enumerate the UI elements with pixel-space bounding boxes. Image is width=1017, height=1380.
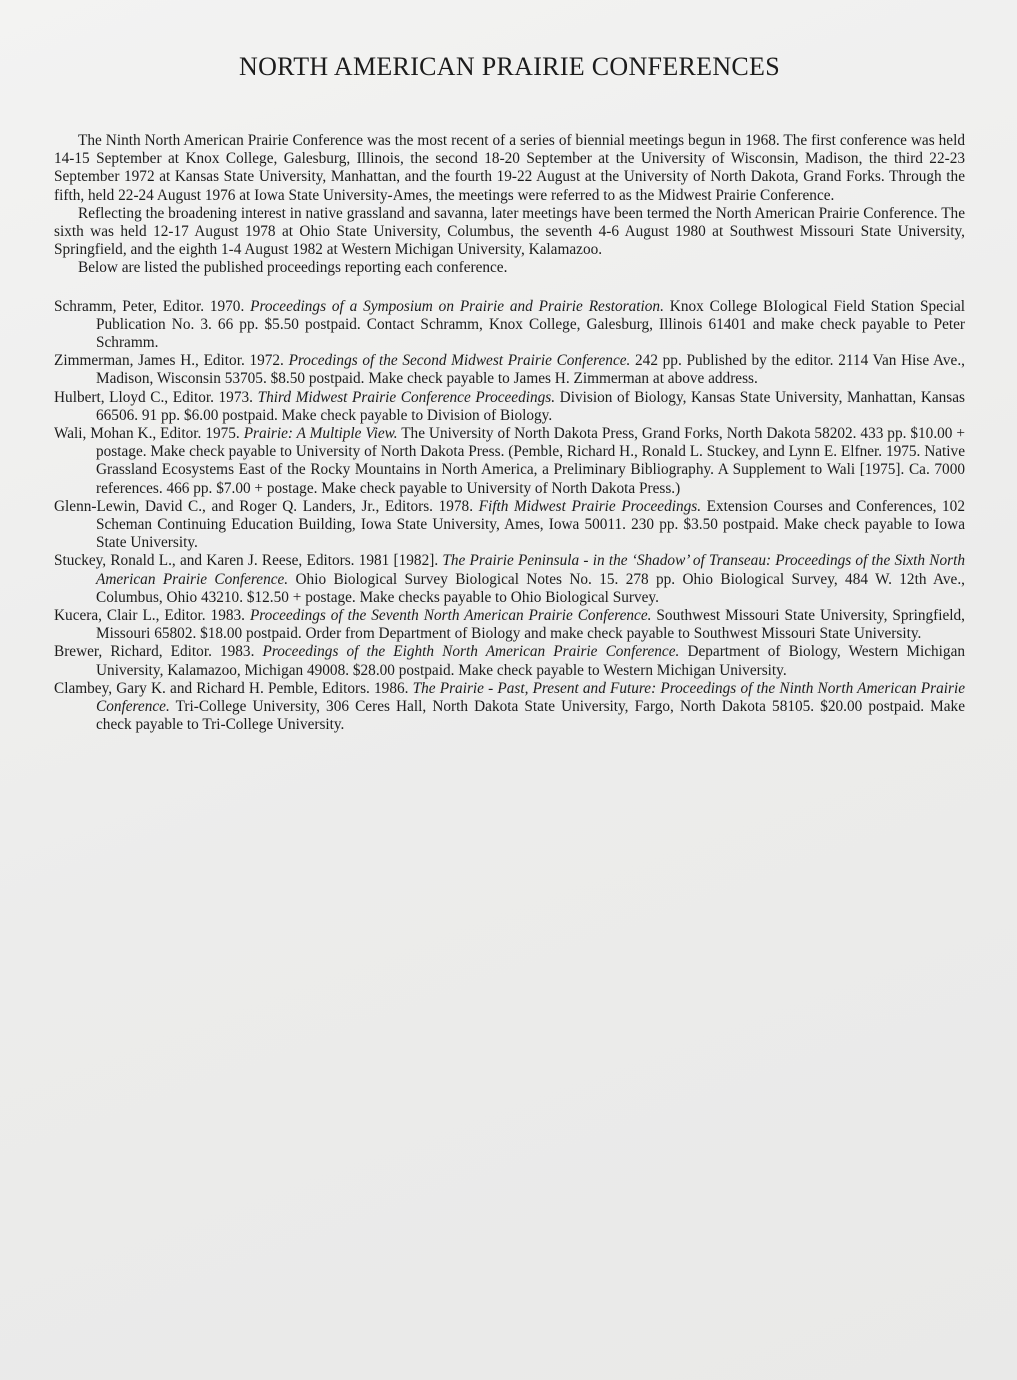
reference-details: Extension Courses and Conferences, 102 Scheman Continuing Education Building, Iowa State University, Ames, Iowa 50011. 230 pp. $3.50 postpaid. Make check payable to Iowa State University.	[96, 497, 965, 552]
reference-authors: Brewer, Richard, Editor. 1983.	[54, 643, 263, 661]
reference-authors: Glenn-Lewin, David C., and Roger Q. Landers, Jr., Editors. 1978.	[54, 497, 479, 515]
reference-authors: Kucera, Clair L., Editor. 1983.	[54, 607, 250, 625]
reference-details: The University of North Dakota Press, Grand Forks, North Dakota 58202. 433 pp. $10.00 + postage. Make check payable to University of North Dakota Press. (Pemble, Richard H., Ronald L. Stuckey, and Lynn E. Elfner. 1975. Native Grassland Ecosystems East of the Rocky Mountains in North America, a Preliminary Bibliography. A Supplement to Wali [1975]. Ca. 7000 references. 466 pp. $7.00 + postage. Make check payable to University of North Dakota Press.)	[96, 425, 965, 497]
reference-title: Proceedings of the Seventh North American Prairie Conference.	[249, 607, 652, 625]
reference-details: Tri-College University, 306 Ceres Hall, North Dakota State University, Fargo, North Dakota 58105. $20.00 postpaid. Make check payable to Tri-College University.	[96, 698, 965, 734]
reference-title: Prairie: A Multiple View.	[243, 425, 398, 443]
reference-title: Proceedings of a Symposium on Prairie and Prairie Restoration.	[250, 297, 664, 315]
reference-authors: Stuckey, Ronald L., and Karen J. Reese, Editors. 1981 [1982].	[54, 552, 443, 570]
reference-details: Knox College BIological Field Station Special Publication No. 3. 66 pp. $5.50 postpaid. Contact Schramm, Knox College, Galesburg, Illinois 61401 and make check payable to Peter Schramm.	[96, 297, 965, 352]
reference-details: Southwest Missouri State University, Springfield, Missouri 65802. $18.00 postpaid. Order from Department of Biology and make check payable to Southwest Missouri State University.	[96, 607, 965, 643]
intro-paragraph: Reflecting the broadening interest in native grassland and savanna, later meetings have been termed the North American Prairie Conference. The sixth was held 12-17 August 1978 at Ohio State University, Columbus, the seventh 4-6 August 1980 at Southwest Missouri State University, Springfield, and the eighth 1-4 August 1982 at Western Michigan University, Kalamazoo.	[54, 204, 965, 259]
reference-item	[54, 425, 965, 498]
reference-item	[54, 643, 965, 679]
reference-authors: Hulbert, Lloyd C., Editor. 1973.	[54, 388, 258, 406]
reference-item	[54, 498, 965, 553]
reference-title: The Prairie Peninsula - in the ‘Shadow’ of Transeau: Proceedings of the Sixth North American Prairie Conference.	[96, 552, 965, 588]
intro-paragraph: The Ninth North American Prairie Conference was the most recent of a series of biennial meetings begun in 1968. The first conference was held 14-15 September at Knox College, Galesburg, Illinois, the second 18-20 September at the University of Wisconsin, Madison, the third 22-23 September 1972 at Kansas State University, Manhattan, and the fourth 19-22 August at the University of North Dakota, Grand Forks. Through the fifth, held 22-24 August 1976 at Iowa State University-Ames, the meetings were referred to as the Midwest Prairie Conference.	[54, 132, 965, 204]
reference-authors: Wali, Mohan K., Editor. 1975.	[54, 425, 244, 443]
reference-details: Ohio Biological Survey Biological Notes No. 15. 278 pp. Ohio Biological Survey, 484 W. 12th Ave., Columbus, Ohio 43210. $12.50 + postage. Make checks payable to Ohio Biological Survey.	[96, 570, 965, 606]
reference-title: Proceedings of the Eighth North American Prairie Conference.	[262, 643, 680, 661]
reference-details: Department of Biology, Western Michigan University, Kalamazoo, Michigan 49008. $28.00 postpaid. Make check payable to Western Michigan University.	[96, 643, 966, 679]
page-title: NORTH AMERICAN PRAIRIE CONFERENCES	[239, 52, 780, 81]
reference-title: Fifth Midwest Prairie Proceedings.	[478, 497, 702, 515]
reference-item	[54, 298, 965, 353]
reference-title: The Prairie - Past, Present and Future: Proceedings of the Ninth North American Prairie Conference.	[96, 679, 965, 716]
reference-item	[54, 389, 965, 425]
reference-authors: Schramm, Peter, Editor. 1970.	[54, 297, 251, 315]
reference-item	[54, 552, 965, 607]
reference-item	[54, 680, 965, 735]
reference-item	[54, 607, 965, 643]
reference-item	[54, 352, 965, 388]
reference-title: Procedings of the Second Midwest Prairie Conference.	[288, 352, 631, 370]
reference-title: Third Midwest Prairie Conference Proceedings.	[257, 388, 556, 406]
reference-details: Division of Biology, Kansas State University, Manhattan, Kansas 66506. 91 pp. $6.00 postpaid. Make check payable to Division of Biology.	[96, 388, 966, 424]
intro-paragraph: Below are listed the published proceedings reporting each conference.	[78, 259, 508, 277]
reference-details: 242 pp. Published by the editor. 2114 Van Hise Ave., Madison, Wisconsin 53705. $8.50 postpaid. Make check payable to James H. Zimmerman at above address.	[96, 352, 965, 388]
reference-authors: Zimmerman, James H., Editor. 1972.	[54, 352, 289, 370]
reference-authors: Clambey, Gary K. and Richard H. Pemble, Editors. 1986.	[54, 679, 413, 697]
intro-section	[54, 132, 965, 278]
reference-list	[54, 298, 965, 735]
